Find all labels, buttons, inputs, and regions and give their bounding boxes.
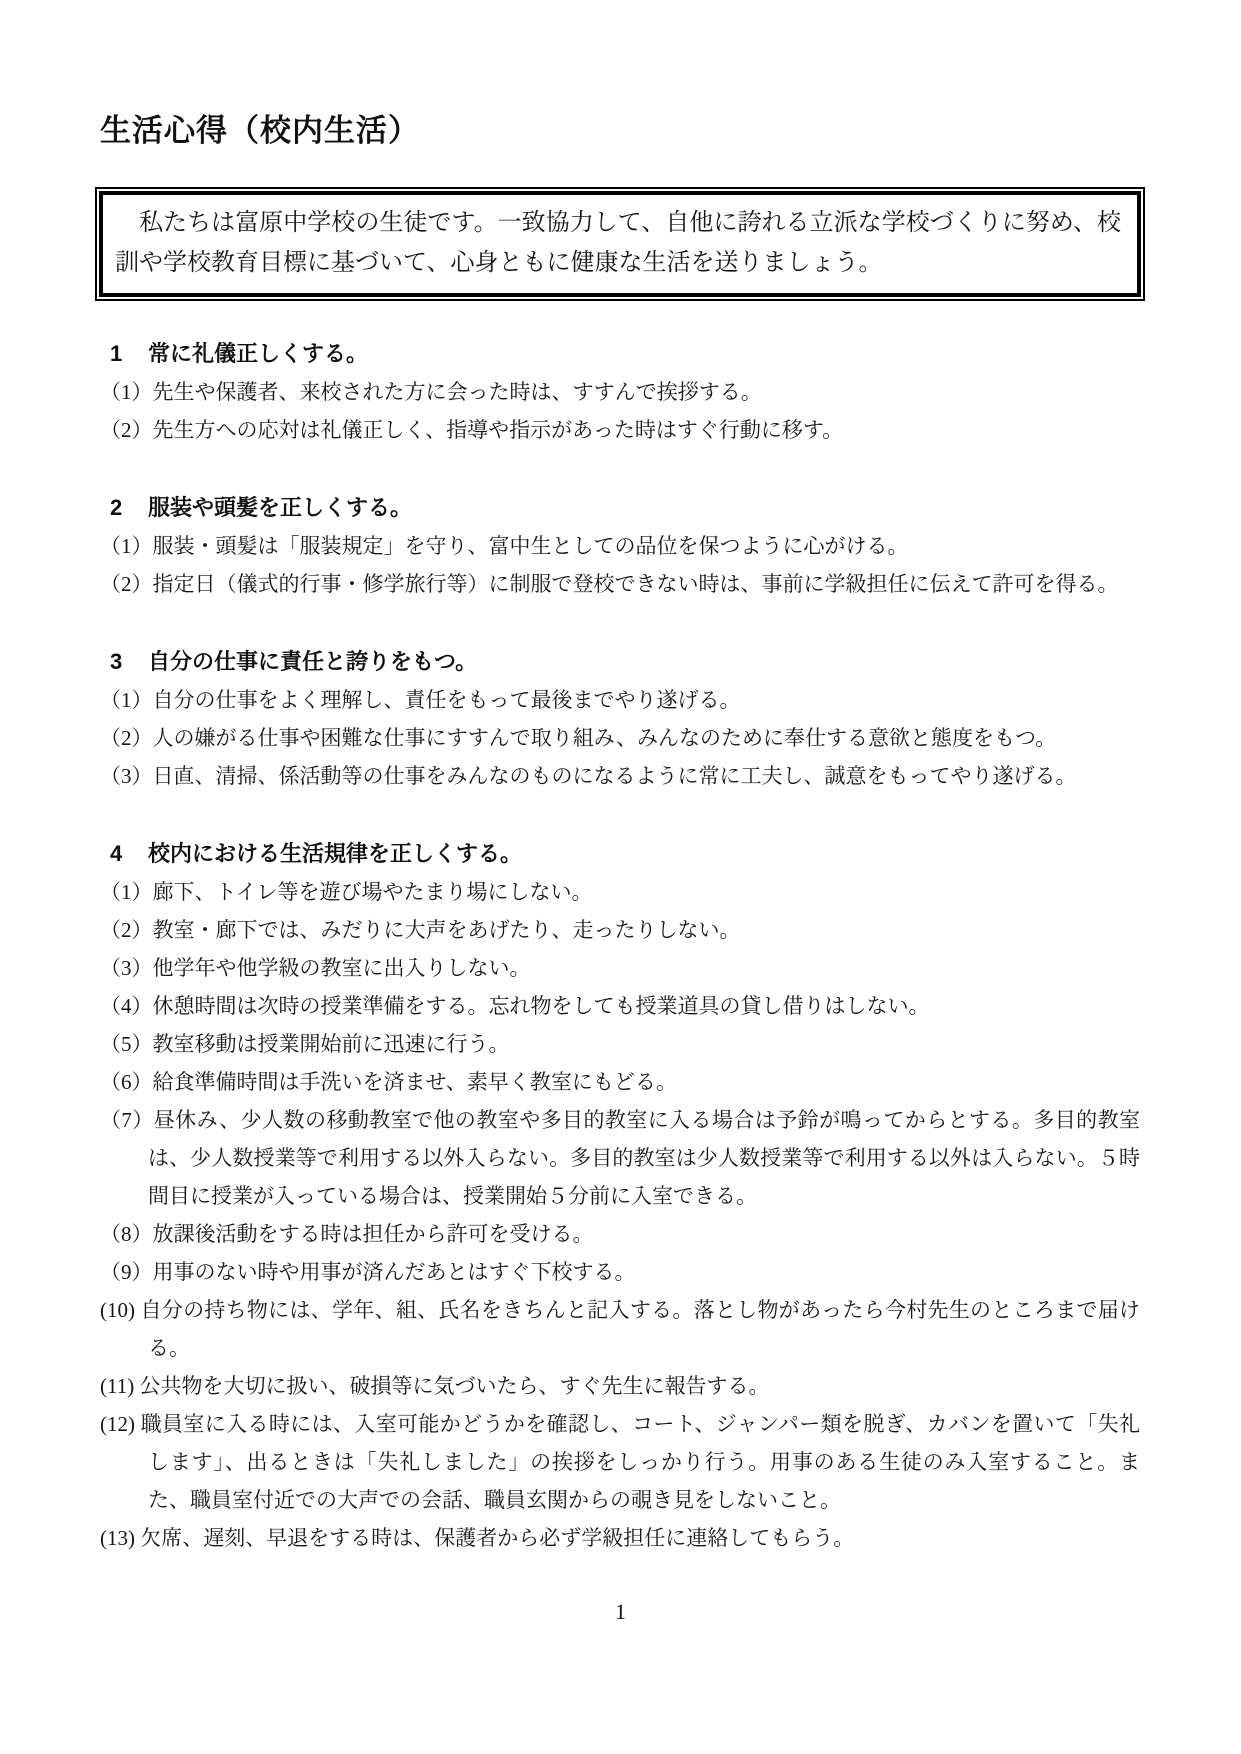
rule-item-text: 職員室に入る時には、入室可能かどうかを確認し、コート、ジャンパー類を脱ぎ、カバンを置いて「失礼します」、出るときは「失礼しました」の挨拶をしっかり行う。用事のある生徒のみ入室すること。また、職員室付近での大声での会話、職員玄関からの覗き見をしないこと。	[135, 1411, 1140, 1512]
section-title-text: 自分の仕事に責任と誇りをもつ。	[148, 648, 478, 674]
section-items	[100, 681, 1140, 795]
rule-item-text: 廊下、トイレ等を遊び場やたまり場にしない。	[152, 879, 593, 904]
rule-item-text: 公共物を大切に扱い、破損等に気づいたら、すぐ先生に報告する。	[134, 1373, 770, 1398]
section-heading	[100, 489, 1140, 527]
section-items	[100, 873, 1140, 1557]
document-title: 生活心得（校内生活）	[100, 113, 420, 148]
rule-item-text: 先生や保護者、来校された方に会った時は、すすんで挨拶する。	[152, 379, 762, 404]
rule-item-number: （9）	[100, 1259, 153, 1284]
rule-item-text: 服装・頭髪は「服装規定」を守り、富中生としての品位を保つように心がける。	[152, 533, 909, 558]
rule-item-text: 給食準備時間は手洗いを済ませ、素早く教室にもどる。	[152, 1069, 677, 1094]
rule-item-number: （6）	[100, 1069, 153, 1094]
rules-section	[100, 643, 1140, 795]
rule-item-text: 指定日（儀式的行事・修学旅行等）に制服で登校できない時は、事前に学級担任に伝えて許可を得る。	[152, 571, 1119, 596]
rule-item-number: (13)	[100, 1525, 135, 1550]
rule-item	[100, 911, 1140, 949]
notice-text: 私たちは富原中学校の生徒です。一致協力して、自他に誇れる立派な学校づくりに努め、校訓や学校教育目標に基づいて、心身ともに健康な生活を送りましょう。	[115, 209, 1121, 276]
rule-item	[100, 719, 1140, 757]
rule-item	[100, 1025, 1140, 1063]
rule-item	[100, 373, 1140, 411]
rule-item	[100, 1063, 1140, 1101]
rule-item-text: 人の嫌がる仕事や困難な仕事にすすんで取り組み、みんなのために奉仕する意欲と態度をもつ。	[152, 725, 1057, 750]
section-heading	[100, 335, 1140, 373]
rule-item-text: 用事のない時や用事が済んだあとはすぐ下校する。	[152, 1259, 636, 1284]
rule-item-text: 自分の持ち物には、学年、組、氏名をきちんと記入する。落とし物があったら今村先生のところまで届ける。	[135, 1297, 1140, 1360]
section-heading	[100, 835, 1140, 873]
rule-item-number: （2）	[100, 417, 153, 442]
rule-item-number: （2）	[100, 725, 153, 750]
rule-item-text: 教室・廊下では、みだりに大声をあげたり、走ったりしない。	[152, 917, 741, 942]
rule-item-number: （8）	[100, 1221, 153, 1246]
rule-item-text: 自分の仕事をよく理解し、責任をもって最後までやり遂げる。	[152, 687, 741, 712]
rule-item-number: （2）	[100, 571, 153, 596]
rule-item	[100, 1215, 1140, 1253]
rule-item-text: 教室移動は授業開始前に迅速に行う。	[152, 1031, 510, 1056]
rule-item	[100, 681, 1140, 719]
rule-item-number: （5）	[100, 1031, 153, 1056]
page-number: 1	[615, 1599, 626, 1624]
rules-section	[100, 835, 1140, 1557]
rule-item-text: 日直、清掃、係活動等の仕事をみんなのものになるように常に工夫し、誠意をもってやり遂げる。	[152, 763, 1077, 788]
section-number: 1	[110, 340, 123, 366]
section-number: 2	[110, 494, 123, 520]
rules-section	[100, 335, 1140, 449]
rule-item-number: （1）	[100, 687, 153, 712]
rule-item-number: （3）	[100, 955, 153, 980]
rules-section	[100, 489, 1140, 603]
rule-item	[100, 1101, 1140, 1215]
rule-item	[100, 949, 1140, 987]
rule-item	[100, 565, 1140, 603]
notice-box	[95, 187, 1145, 301]
rule-item-number: （1）	[100, 379, 153, 404]
rule-item-number: （1）	[100, 879, 153, 904]
rule-item-number: （1）	[100, 533, 153, 558]
rule-item-text: 休憩時間は次時の授業準備をする。忘れ物をしても授業道具の貸し借りはしない。	[152, 993, 930, 1018]
rule-item-text: 他学年や他学級の教室に出入りしない。	[152, 955, 531, 980]
rule-item-number: （4）	[100, 993, 153, 1018]
section-title-text: 服装や頭髪を正しくする。	[148, 494, 413, 520]
section-title-text: 校内における生活規律を正しくする。	[148, 840, 523, 866]
rule-item-number: (11)	[100, 1373, 135, 1398]
rule-item	[100, 757, 1140, 795]
rule-item	[100, 987, 1140, 1025]
rule-item-text: 放課後活動をする時は担任から許可を受ける。	[152, 1221, 594, 1246]
rule-item-number: （2）	[100, 917, 153, 942]
rule-item-number: (10)	[100, 1297, 135, 1322]
rule-item	[100, 873, 1140, 911]
section-number: 3	[110, 648, 123, 674]
rule-item	[100, 1253, 1140, 1291]
section-items	[100, 373, 1140, 449]
rule-item	[100, 527, 1140, 565]
section-heading	[100, 643, 1140, 681]
rule-item	[100, 411, 1140, 449]
sections-list	[100, 335, 1140, 1557]
rule-item	[100, 1519, 1140, 1557]
notice-box-inner	[99, 191, 1141, 297]
rule-item-number: （3）	[100, 763, 153, 788]
section-items	[100, 527, 1140, 603]
rule-item-text: 昼休み、少人数の移動教室で他の教室や多目的教室に入る場合は予鈴が鳴ってからとする。多目的教室は、少人数授業等で利用する以外入らない。多目的教室は少人数授業等で利用する以外は入らない。５時間目に授業が入っている場合は、授業開始５分前に入室できる。	[148, 1107, 1140, 1208]
section-title-text: 常に礼儀正しくする。	[148, 340, 369, 366]
rule-item-number: (12)	[100, 1411, 135, 1436]
rule-item	[100, 1405, 1140, 1519]
rule-item	[100, 1291, 1140, 1367]
rule-item	[100, 1367, 1140, 1405]
section-number: 4	[110, 840, 123, 866]
rule-item-text: 先生方への応対は礼儀正しく、指導や指示があった時はすぐ行動に移す。	[152, 417, 844, 442]
rule-item-text: 欠席、遅刻、早退をする時は、保護者から必ず学級担任に連絡してもらう。	[135, 1525, 855, 1550]
rule-item-number: （7）	[100, 1107, 154, 1132]
